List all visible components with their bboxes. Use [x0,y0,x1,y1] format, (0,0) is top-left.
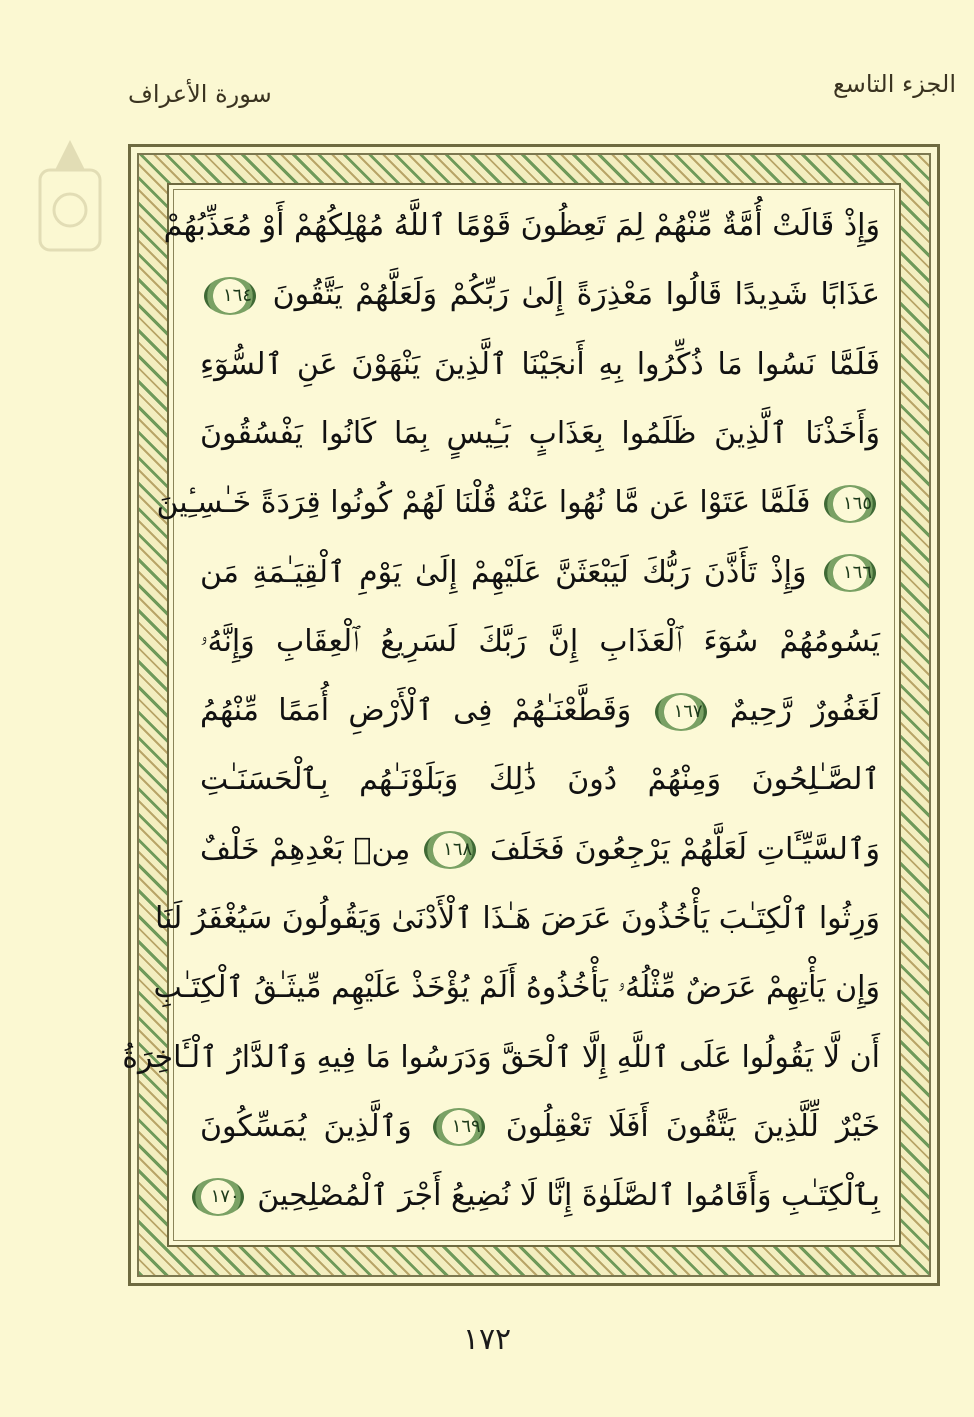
verse-line [200,820,880,880]
verse-text: عَذَابًا شَدِيدًا قَالُوا مَعْذِرَةً إِلَىٰ رَبِّكُمْ وَلَعَلَّهُمْ يَتَّقُونَ [272,277,880,313]
verse-line [200,404,880,464]
verse-number-marker: ١٦٦ [824,554,876,592]
verse-line [200,1097,880,1157]
verse-text: وَٱلسَّيِّـَٔاتِ لَعَلَّهُمْ يَرْجِعُونَ فَخَلَفَ [480,831,880,867]
verse-number-marker: ١٧٠ [192,1178,244,1216]
verse-text: خَيْرٌ لِّلَّذِينَ يَتَّقُونَ أَفَلَا تَعْقِلُونَ [488,1108,881,1144]
verse-text: بِٱلْكِتَـٰبِ وَأَقَامُوا ٱلصَّلَوٰةَ إِنَّا لَا نُضِيعُ أَجْرَ ٱلْمُصْلِحِينَ [257,1178,880,1214]
margin-ornament-icon [30,140,110,260]
verse-text: مِنۢ بَعْدِهِمْ خَلْفٌ [200,831,421,867]
verse-text: فَلَمَّا عَتَوْا عَن مَّا نُهُوا عَنْهُ قُلْنَا لَهُمْ كُونُوا قِرَدَةً خَـٰسِـِٔينَ [156,485,811,521]
verse-number-marker: ١٦٩ [433,1108,485,1146]
verse-text: وَقَطَّعْنَـٰهُمْ فِى ٱلْأَرْضِ أُمَمًا مِّنْهُمُ [200,693,651,729]
page-number: ١٧٢ [462,1322,512,1357]
verse-text: وَأَخَذْنَا ٱلَّذِينَ ظَلَمُوا بِعَذَابٍ بَـِٔيسٍ بِمَا كَانُوا يَفْسُقُونَ [200,415,880,451]
verse-text: وَإِن يَأْتِهِمْ عَرَضٌ مِّثْلُهُۥ يَأْخُذُوهُ أَلَمْ يُؤْخَذْ عَلَيْهِم مِّيثَـٰقُ ٱلْكِتَـٰبِ [153,970,880,1006]
verse-text: لَغَفُورٌ رَّحِيمٌ [710,693,880,729]
verse-line [200,1166,880,1226]
verse-number-marker: ١٦٥ [824,485,876,523]
verse-line [153,958,880,1018]
verse-text: وَٱلَّذِينَ يُمَسِّكُونَ [200,1108,429,1144]
verse-line [163,196,880,256]
verse-text: وَإِذْ قَالَتْ أُمَّةٌ مِّنْهُمْ لِمَ تَعِظُونَ قَوْمًا ٱللَّهُ مُهْلِكُهُمْ أَوْ مُعَذِّبُهُمْ [163,208,880,243]
juz-title: الجزء التاسع [832,70,956,98]
verse-line [200,681,880,741]
verse-text: وَرِثُوا ٱلْكِتَـٰبَ يَأْخُذُونَ عَرَضَ هَـٰذَا ٱلْأَدْنَىٰ وَيَقُولُونَ سَيُغْفَرُ لَنَا [154,901,880,936]
verse-text: ٱلصَّـٰلِحُونَ وَمِنْهُمْ دُونَ ذَٰلِكَ وَبَلَوْنَـٰهُم بِٱلْحَسَنَـٰتِ [200,762,880,798]
verse-text: يَسُومُهُمْ سُوٓءَ ٱلْعَذَابِ إِنَّ رَبَّكَ لَسَرِيعُ ٱلْعِقَابِ وَإِنَّهُۥ [200,623,880,659]
verse-text: وَإِذْ تَأَذَّنَ رَبُّكَ لَيَبْعَثَنَّ عَلَيْهِمْ إِلَىٰ يَوْمِ ٱلْقِيَـٰمَةِ مَن [200,554,807,590]
verse-line [200,543,880,603]
verse-text: فَلَمَّا نَسُوا مَا ذُكِّرُوا بِهِ أَنجَيْنَا ٱلَّذِينَ يَنْهَوْنَ عَنِ ٱلسُّوٓءِ [200,346,880,382]
verse-line [122,1028,880,1088]
verse-line [154,889,880,949]
verse-number-marker: ١٦٨ [424,831,476,869]
surah-title: سورة الأعراف [128,80,272,108]
verse-line [156,473,880,533]
verse-number-marker: ١٦٤ [204,277,256,315]
verse-text: أَن لَّا يَقُولُوا عَلَى ٱللَّهِ إِلَّا ٱلْحَقَّ وَدَرَسُوا مَا فِيهِ وَٱلدَّارُ ٱلْـَٔاخِرَةُ [122,1039,880,1075]
verse-line [200,335,880,395]
quran-text [122,196,881,1246]
verse-line [200,750,880,810]
verse-line [200,612,880,672]
verse-number-marker: ١٦٧ [655,693,707,731]
verse-line [200,265,880,325]
